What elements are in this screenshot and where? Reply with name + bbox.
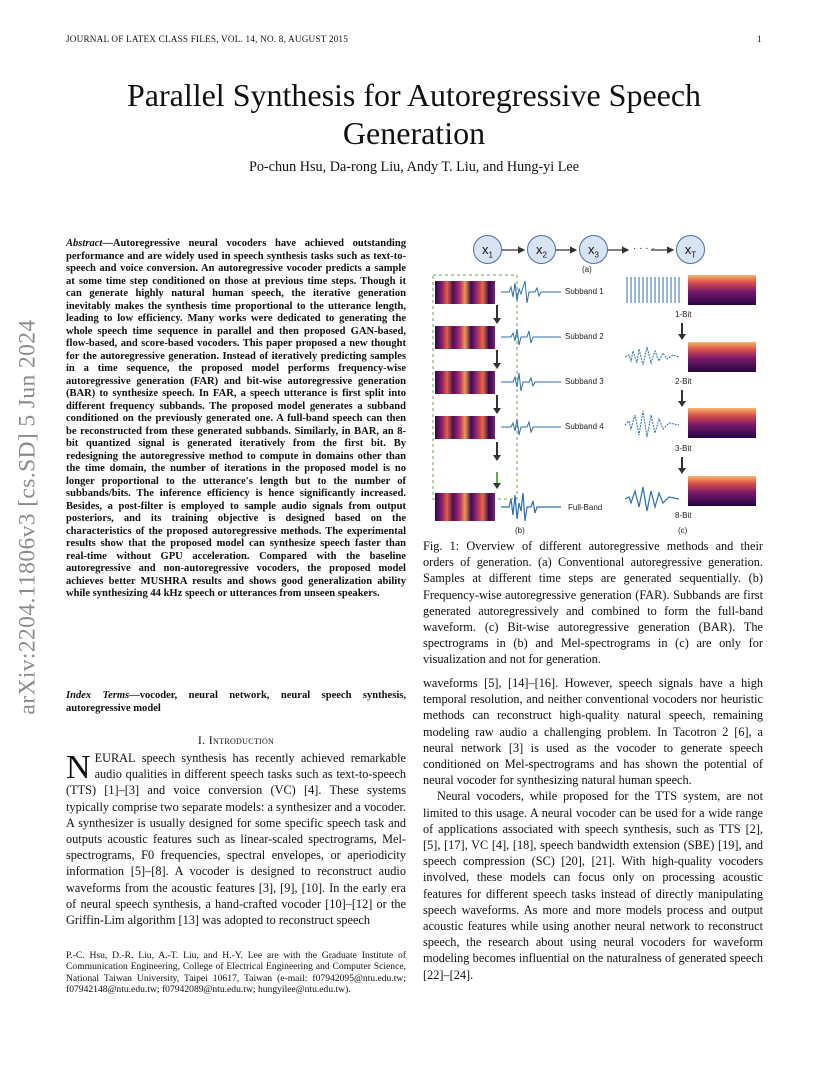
mel-spectrogram-1bit bbox=[688, 275, 756, 305]
bit-8-label: 8-Bit bbox=[675, 511, 692, 520]
node-xT: $x_T$ bbox=[676, 235, 705, 264]
arrow-down-fullband bbox=[496, 472, 498, 484]
full-band-spectrogram bbox=[435, 493, 495, 521]
subband-1-label: Subband 1 bbox=[565, 287, 604, 296]
arrow-bit-1 bbox=[681, 323, 683, 335]
figure-caption: Fig. 1: Overview of different autoregressive methods and their orders of generation. (a) Conventional autoregressive generation. Samples at different time steps are generated sequentially. (b) Frequency-wise autoregressive generation (FAR). Subbands are first generated autoregressively and combined to form the full-band waveform. (c) Bit-wise autoregressive generation (BAR). The spectrograms in (b) and Mel-spectrograms in (c) are only for visualization and not for generation. bbox=[423, 539, 763, 667]
subband-4-label: Subband 4 bbox=[565, 422, 604, 431]
body-paragraph-1: waveforms [5], [14]–[16]. However, speech signals have a high temporal resolution, and neither conventional vocoders nor heuristic methods can reconstruct high-quality natural speech, remaining modeling raw audio a challenging problem. In Tacotron 2 [6], a neural network [3] is used as the vocoder to generate speech conditioned on Mel-spectrograms and has shown the potential of neural vocoder for synthesizing natural human speech. bbox=[423, 676, 763, 788]
subband-3-spectrogram bbox=[435, 371, 495, 394]
arrow-down-4 bbox=[496, 442, 498, 456]
subband-4-spectrogram bbox=[435, 416, 495, 439]
abstract-text: Autoregressive neural vocoders have achieved outstanding performance and are widely used in speech synthesis tasks such as text-to-speech and voice conversion. An autoregressive vocoder predicts a sample at some time step conditioned on those at previous time steps. Though it can generate highly natural human speech, the iterative generation inevitably makes the synthesis time proportional to the utterance length, leading to low efficiency. Many works were dedicated to generating the whole speech time sequence in parallel and then proposed GAN-based, flow-based, and score-based vocoders. This paper proposed a new thought for the autoregressive generation. Instead of iteratively predicting samples in a time sequence, the proposed model performs frequency-wise autoregressive generation (FAR) and bit-wise autoregressive generation (BAR) to synthesize speech. In FAR, a speech utterance is first split into different frequency subbands. The proposed model generates a subband conditioned on the previously generated one. A full-band speech can then be reconstructed from these generated subbands. Similarly, in BAR, an 8-bit quantized signal is generated iteratively from the first bit. By redesigning the autoregressive method to compute in domains other than the time domain, the number of iterations in the proposed model is no longer proportional to the utterance's length but to the number of subbands/bits. The inference efficiency is hence significantly increased. Besides, a post-filter is employed to sample audio signals from output posteriors, and its training objective is designed based on the characteristics of the proposed autoregressive methods. The experimental results show that the proposed model can synthesize speech faster than real-time without GPU acceleration. Compared with the baseline autoregressive and non-autoregressive vocoders, the proposed model achieves better MUSHRA results and shows good generalization ability while synthesizing 44 kHz speech or utterances from unseen speakers. bbox=[66, 238, 406, 599]
subband-waveforms bbox=[501, 277, 563, 527]
body-paragraph-2: Neural vocoders, while proposed for the TTS system, are not limited to this usage. A neural vocoder can be used for a wide range of applications associated with speech synthesis, such as TTS [2], [5], [17], VC [4], [18], speech bandwidth extension (SBE) [19], and speech compression (SC) [20], [21]. With high-quality vocoders involved, these models can focus only on processing acoustic features for different speech tasks instead of directly manipulating speech waveforms. As more and more models process and output acoustic features while using another neural network to reconstruct speech, the research about using neural vocoders for waveform modeling becomes influential on the naturalness of generated speech [22]–[24]. bbox=[423, 789, 763, 982]
figure-1 bbox=[423, 232, 763, 538]
arrow-bit-2 bbox=[681, 390, 683, 402]
subband-2-spectrogram bbox=[435, 326, 495, 349]
index-terms-label: Index Terms bbox=[66, 690, 130, 701]
running-header: JOURNAL OF LATEX CLASS FILES, VOL. 14, NO. 8, AUGUST 2015 bbox=[66, 34, 349, 44]
mel-spectrogram-2bit bbox=[688, 342, 756, 372]
subband-1-spectrogram bbox=[435, 281, 495, 304]
paper-title: Parallel Synthesis for Autoregressive Speech Generation bbox=[126, 77, 702, 151]
mel-spectrogram-8bit bbox=[688, 476, 756, 506]
drop-cap: N bbox=[66, 749, 91, 786]
arxiv-stamp: arXiv:2204.11806v3 [cs.SD] 5 Jun 2024 bbox=[14, 319, 41, 715]
arrow-down-3 bbox=[496, 395, 498, 409]
bit-3-label: 3-Bit bbox=[675, 444, 692, 453]
introduction-paragraph: NEURAL speech synthesis has recently achieved remarkable audio qualities in different speech tasks such as text-to-speech (TTS) [1]–[3] and voice conversion (VC) [4]. These systems typically comprise two separate models: a synthesizer and a vocoder. A synthesizer is usually designed for some specific speech task and outputs acoustic features such as linear-scaled spectrograms, Mel-spectrograms, F0 frequencies, spectral envelopes, or aperiodicity information [5]–[8]. A vocoder is designed to reconstruct audio waveforms from the acoustic features [3], [9], [10]. In the early era of neural speech synthesis, a hand-crafted vocoder [10]–[12] or the Griffin-Lim algorithm [13] was adopted to reconstruct speech bbox=[66, 749, 406, 928]
page-number: 1 bbox=[757, 34, 762, 44]
abstract-label: Abstract bbox=[66, 238, 103, 249]
author-footnote: P.-C. Hsu, D.-R. Liu, A.-T. Liu, and H.-Y. Lee are with the Graduate Institute of Communication Engineering, College of Electrical Engineering and Computer Science, National Taiwan University, Taipei 10617, Taiwan (e-mail: f07942095@ntu.edu.tw; f07942148@ntu.edu.tw; f07942089@ntu.edu.tw; hungyilee@ntu.edu.tw). bbox=[66, 950, 406, 996]
node-x1: $x_1$ bbox=[473, 235, 502, 264]
index-terms: Index Terms—vocoder, neural network, neural speech synthesis, autoregressive model bbox=[66, 690, 406, 714]
subband-2-label: Subband 2 bbox=[565, 332, 604, 341]
node-x2: $x_2$ bbox=[527, 235, 556, 264]
node-x3: $x_3$ bbox=[579, 235, 608, 264]
abstract: Abstract—Autoregressive neural vocoders have achieved outstanding performance and are widely used in speech synthesis tasks such as text-to-speech and voice conversion. An autoregressive vocoder predicts a sample at some time step conditioned on those at previous time steps. Though it can generate highly natural human speech, the iterative generation inevitably makes the synthesis time proportional to the utterance length, leading to low efficiency. Many works were dedicated to generating the whole speech time sequence in parallel and then proposed GAN-based, flow-based, and score-based vocoders. This paper proposed a new thought for the autoregressive generation. Instead of iteratively predicting samples in a time sequence, the proposed model performs frequency-wise autoregressive generation (FAR) and bit-wise autoregressive generation (BAR) to synthesize speech. In FAR, a speech utterance is first split into different frequency subbands. The proposed model generates a subband conditioned on the previously generated one. A full-band speech can then be reconstructed from these generated subbands. Similarly, in BAR, an 8-bit quantized signal is generated iteratively from the first bit. By redesigning the autoregressive method to compute in domains other than the time domain, the number of iterations in the proposed model is no longer proportional to the utterance's length but to the number of subbands/bits. The inference efficiency is hence significantly increased. Besides, a post-filter is employed to sample audio signals from output posteriors, and its training objective is designed based on the characteristics of the proposed autoregressive methods. The experimental results show that the proposed model can synthesize speech faster than real-time without GPU acceleration. Compared with the baseline autoregressive and non-autoregressive vocoders, the proposed model achieves better MUSHRA results and shows good generalization ability while synthesizing 44 kHz speech or utterances from unseen speakers. bbox=[66, 238, 406, 599]
full-band-label: Full-Band bbox=[568, 503, 603, 512]
author-list: Po-chun Hsu, Da-rong Liu, Andy T. Liu, and Hung-yi Lee bbox=[248, 159, 580, 175]
panel-a-label: (a) bbox=[582, 265, 592, 274]
subband-3-label: Subband 3 bbox=[565, 377, 604, 386]
panel-b-label: (b) bbox=[515, 526, 525, 535]
arrow-down-2 bbox=[496, 350, 498, 364]
arrow-down-1 bbox=[496, 305, 498, 319]
section-heading: I. Introduction bbox=[197, 733, 275, 747]
panel-c-label: (c) bbox=[678, 526, 688, 535]
index-terms-text: vocoder, neural network, neural speech synthesis, autoregressive model bbox=[66, 690, 406, 714]
bit-2-label: 2-Bit bbox=[675, 377, 692, 386]
right-column bbox=[423, 675, 763, 983]
mel-spectrogram-3bit bbox=[688, 408, 756, 438]
arrow-bit-3 bbox=[681, 457, 683, 469]
bit-1-label: 1-Bit bbox=[675, 310, 692, 319]
ellipsis: · · · · bbox=[633, 243, 655, 254]
intro-text: speech synthesis has recently achieved remarkable audio qualities in different speech tasks such as text-to-speech (TTS) [1]–[3] and voice conversion (VC) [4]. These systems typically comprise two separate models: a synthesizer and a vocoder. A synthesizer is usually designed for some specific speech task and outputs acoustic features such as linear-scaled spectrograms, Mel-spectrograms, F0 frequencies, spectral envelopes, or aperiodicity information [5]–[8]. A vocoder is designed to reconstruct audio waveforms from the acoustic features [3], [9], [10]. In the early era of neural speech synthesis, a hand-crafted vocoder [10]–[12] or the Griffin-Lim algorithm [13] was adopted to reconstruct speech bbox=[66, 751, 406, 928]
